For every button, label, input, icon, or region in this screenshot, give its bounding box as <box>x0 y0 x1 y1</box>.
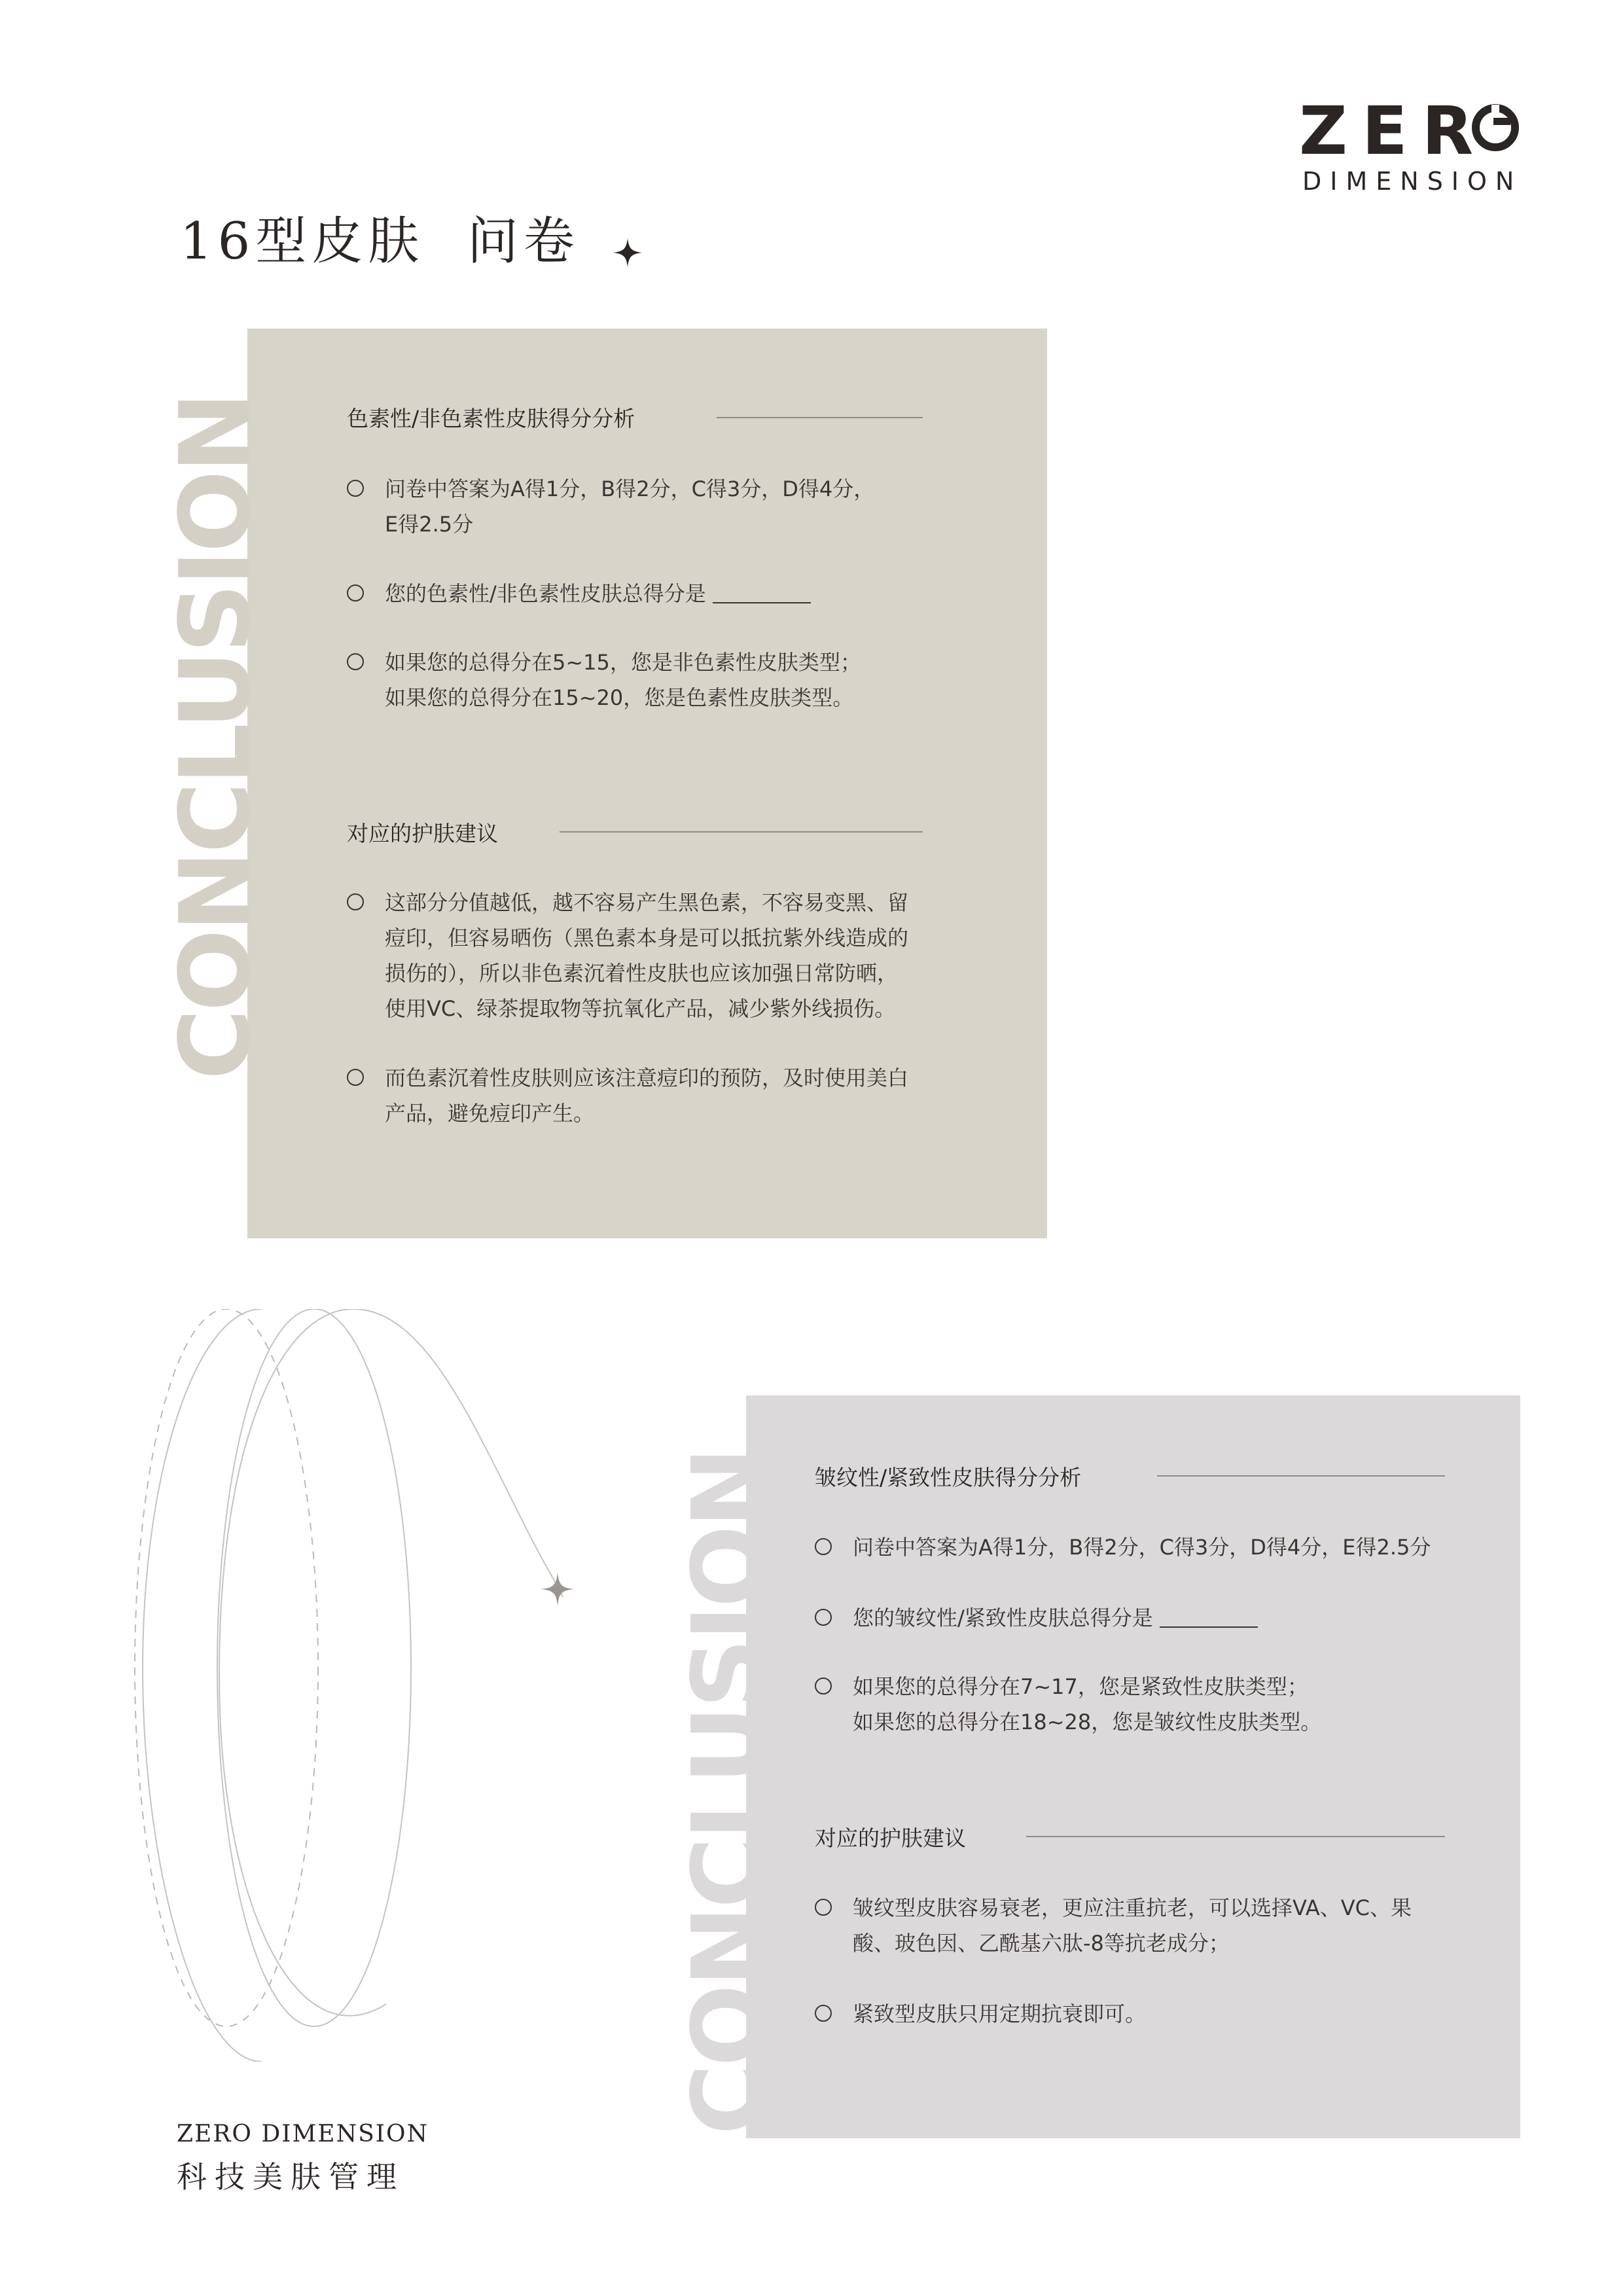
list-item: 问卷中答案为A得1分，B得2分，C得3分，D得4分，E得2.5分 <box>853 1530 1431 1565</box>
conclusion-watermark-1: CONCLUSION <box>159 394 272 1080</box>
decorative-rings <box>98 1309 596 2062</box>
score-blank <box>1160 1626 1258 1628</box>
bullet-circle-icon <box>347 893 364 910</box>
bullet-circle-icon <box>347 584 364 601</box>
section-divider <box>560 831 923 833</box>
bullet-circle-icon <box>815 1538 832 1555</box>
section-divider <box>1026 1836 1445 1837</box>
list-item: 问卷中答案为A得1分，B得2分，C得3分，D得4分， E得2.5分 <box>385 471 874 542</box>
bullet-circle-icon <box>815 1677 832 1695</box>
list-item: 您的皱纹性/紧致性皮肤总得分是 <box>853 1600 1258 1636</box>
list-item: 皱纹型皮肤容易衰老，更应注重抗老，可以选择VA、VC、果 酸、玻色因、乙酰基六肽-8等抗老成分； <box>853 1890 1412 1961</box>
conclusion-watermark-2: CONCLUSION <box>671 1449 784 2135</box>
bullet-circle-icon <box>347 653 364 670</box>
list-item: 您的色素性/非色素性皮肤总得分是 <box>385 576 811 611</box>
pigment-section-heading: 色素性/非色素性皮肤得分分析 <box>347 406 635 431</box>
wrinkle-section-heading: 皱纹性/紧致性皮肤得分分析 <box>815 1465 1082 1490</box>
section-divider <box>717 417 923 418</box>
list-item: 这部分分值越低，越不容易产生黑色素，不容易变黑、留 痘印，但容易晒伤（黑色素本身是可以抵抗紫外线造成的 损伤的），所以非色素沉着性皮肤也应该加强日常防晒， 使用VC、绿茶提取物等抗氧化产品，减少紫外线损伤。 <box>385 885 908 1026</box>
brand-logo <box>1299 92 1535 196</box>
footer-brand-zh: 科技美肤管理 <box>177 2159 404 2195</box>
advice-heading: 对应的护肤建议 <box>815 1825 966 1851</box>
sparkle-icon <box>612 237 643 268</box>
list-item: 如果您的总得分在5~15，您是非色素性皮肤类型； 如果您的总得分在15~20，您是色素性皮肤类型。 <box>385 645 861 715</box>
sparkle-icon <box>539 1571 576 1607</box>
logo-power-o-icon <box>1471 103 1520 152</box>
bullet-circle-icon <box>347 480 364 497</box>
advice-heading: 对应的护肤建议 <box>347 821 498 846</box>
logo-subtitle: DIMENSION <box>1302 167 1523 196</box>
score-blank <box>713 602 811 603</box>
list-item: 紧致型皮肤只用定期抗衰即可。 <box>853 1996 1146 2032</box>
logo-word: ZER <box>1299 92 1488 170</box>
footer-brand-en: ZERO DIMENSION <box>177 2121 429 2147</box>
bullet-circle-icon <box>815 1899 832 1916</box>
list-item: 而色素沉着性皮肤则应该注意痘印的预防，及时使用美白 产品，避免痘印产生。 <box>385 1060 908 1131</box>
bullet-circle-icon <box>815 2005 832 2022</box>
bullet-circle-icon <box>347 1069 364 1086</box>
bullet-circle-icon <box>815 1609 832 1626</box>
list-item: 如果您的总得分在7~17，您是紧致性皮肤类型； 如果您的总得分在18~28，您是皱纹性皮肤类型。 <box>853 1669 1321 1740</box>
section-divider <box>1157 1475 1445 1477</box>
page-title: 16型皮肤 问卷 <box>180 212 580 271</box>
